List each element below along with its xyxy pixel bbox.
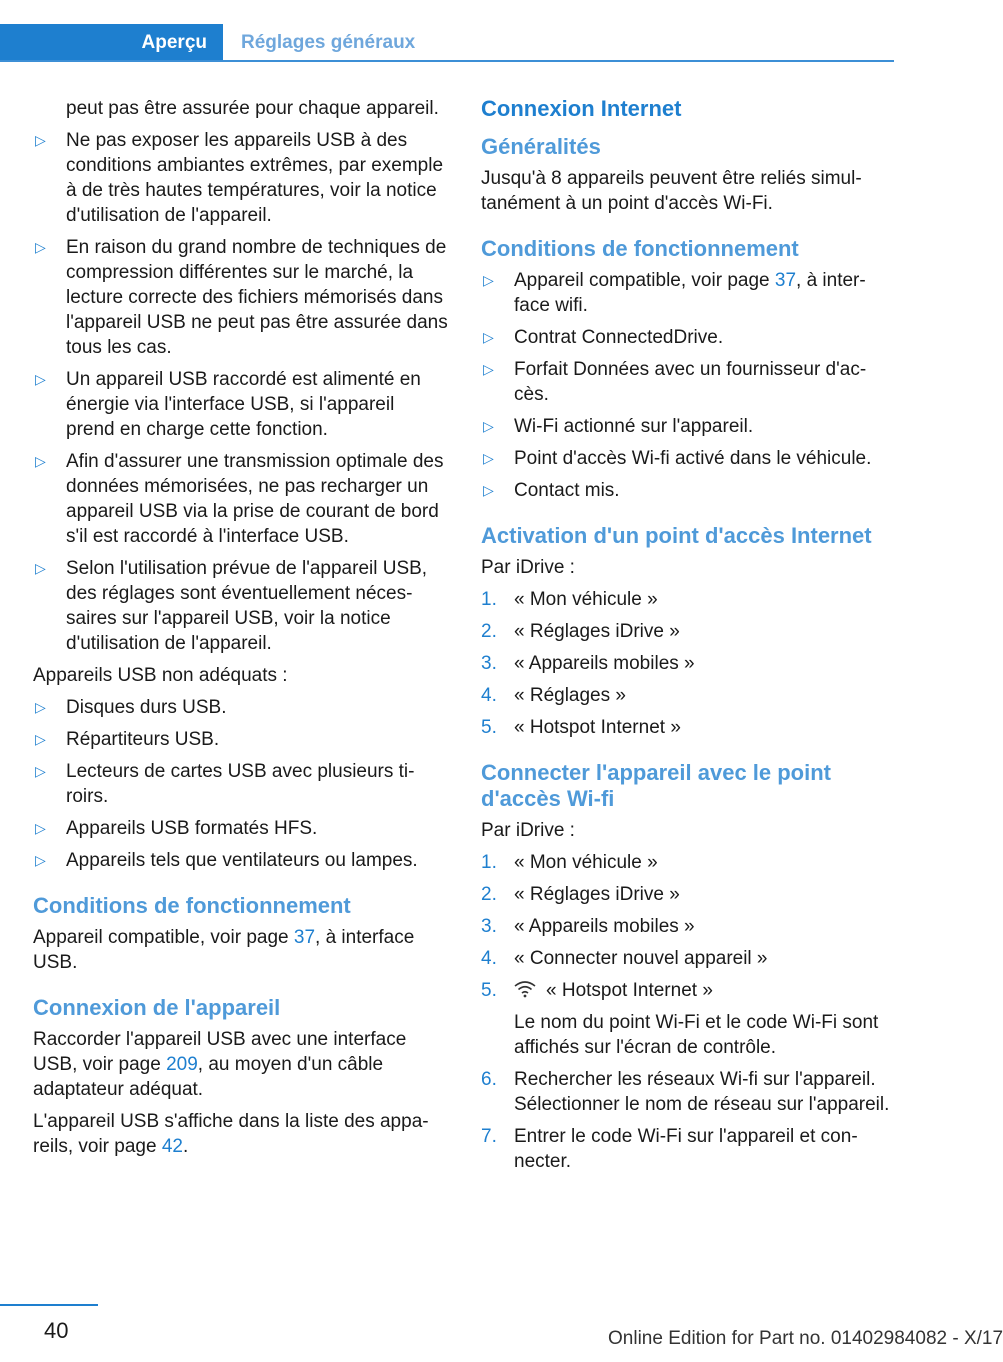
step-number: 3. <box>481 916 497 937</box>
section-heading-connect: Connecter l'appareil avec le point d'accès Wi-fi <box>481 760 832 811</box>
list-item <box>481 978 891 1060</box>
right-column <box>481 96 891 1181</box>
general-text: Jusqu'à 8 appareils peuvent être reliés simultanément à un point d'accès Wi-Fi. <box>481 168 862 214</box>
later-steps <box>481 1067 891 1174</box>
step-text: « Appareils mobiles » <box>514 653 695 674</box>
connect-intro: Par iDrive : <box>481 820 575 841</box>
list-item <box>33 449 448 549</box>
step-text: Rechercher les réseaux Wi-fi sur l'appareil. Sélectionner le nom de réseau sur l'appareil. <box>514 1069 890 1115</box>
activation-intro: Par iDrive : <box>481 557 575 578</box>
list-item-text: Lecteurs de cartes USB avec plusieurs tiroirs. <box>66 761 415 807</box>
step-number: 7. <box>481 1126 497 1147</box>
tab-reglages-label: Réglages généraux <box>241 32 416 53</box>
step-text: « Mon véhicule » <box>514 589 658 610</box>
main-heading: Connexion Internet <box>481 96 682 121</box>
list-item-text: Appareils tels que ventilateurs ou lampes. <box>66 850 418 871</box>
triangle-right-icon: ▷ <box>35 239 46 255</box>
wifi-icon <box>514 980 536 998</box>
triangle-right-icon: ▷ <box>35 820 46 836</box>
connect-step-5-list <box>481 978 891 1060</box>
list-item <box>481 914 891 939</box>
list-item <box>33 759 448 809</box>
list-item <box>33 848 448 873</box>
section-heading-conditions: Conditions de fonctionnement <box>33 893 351 918</box>
list-item <box>481 414 891 439</box>
step-text: « Appareils mobiles » <box>514 916 695 937</box>
list-item <box>33 235 448 360</box>
list-item <box>481 357 891 407</box>
continued-text: peut pas être assurée pour chaque appareil. <box>66 98 439 119</box>
conditions-text: Appareil compatible, voir page 37, à interface USB. <box>33 927 415 973</box>
step-text: « Mon véhicule » <box>514 852 658 873</box>
step-number: 5. <box>481 717 497 738</box>
header-divider <box>0 60 894 62</box>
list-item-text: En raison du grand nombre de techniques de compression différentes sur le marché, la lecture correcte des fichiers mémorisés dans l'appareil USB ne peut pas être assurée dans tous les cas. <box>66 237 448 358</box>
list-item <box>33 695 448 720</box>
list-item <box>481 882 891 907</box>
step-text: « Réglages » <box>514 685 626 706</box>
list-item <box>33 816 448 841</box>
triangle-right-icon: ▷ <box>483 450 494 466</box>
list-item-text: Selon l'utilisation prévue de l'appareil USB, des réglages sont éventuellement nécessaires sur l'appareil USB, voir la notice d'utilisation de l'appareil. <box>66 558 428 654</box>
list-item <box>481 446 891 471</box>
list-item <box>33 727 448 752</box>
triangle-right-icon: ▷ <box>483 361 494 377</box>
page-number: 40 <box>44 1318 69 1343</box>
step-text: « Connecter nouvel appareil » <box>514 948 768 969</box>
step-number: 3. <box>481 653 497 674</box>
connect-steps <box>481 850 891 971</box>
edition-note: Online Edition for Part no. 01402984082 - X/17 <box>608 1328 1003 1349</box>
list-item <box>481 651 891 676</box>
list-item-text: Point d'accès Wi-fi activé dans le véhicule. <box>514 448 872 469</box>
activation-steps <box>481 587 891 740</box>
step-number: 2. <box>481 621 497 642</box>
page-link-37[interactable]: 37 <box>293 927 316 948</box>
step-text: « Hotspot Internet » <box>514 717 681 738</box>
unsuitable-list <box>33 695 448 873</box>
list-item: ▷ Appareil compatible, voir page 37, à interface wifi. <box>483 270 866 316</box>
page-link-37[interactable]: 37 <box>774 270 797 291</box>
list-item-text: Répartiteurs USB. <box>66 729 220 750</box>
section-heading-conditions-right: Conditions de fonctionnement <box>481 236 799 261</box>
triangle-right-icon: ▷ <box>35 132 46 148</box>
tab-apercu[interactable] <box>0 24 223 62</box>
page-link-209[interactable]: 209 <box>166 1054 198 1075</box>
list-item <box>33 128 448 228</box>
list-item-text: Ne pas exposer les appareils USB à des conditions ambiantes extrêmes, par exemple à de très hautes températures, voir la notice d'utilisation de l'appareil. <box>66 130 444 226</box>
list-item-text: Contact mis. <box>514 480 620 501</box>
list-item-text: Contrat ConnectedDrive. <box>514 327 724 348</box>
list-item <box>481 946 891 971</box>
list-item-text: Afin d'assurer une transmission optimale des données mémorisées, ne pas recharger un appareil USB via la prise de courant de bord s'il est raccordé à l'interface USB. <box>66 451 444 547</box>
step-number: 4. <box>481 948 497 969</box>
list-item <box>481 619 891 644</box>
list-item-text: Wi-Fi actionné sur l'appareil. <box>514 416 754 437</box>
list-item <box>481 1124 891 1174</box>
page-link-42[interactable]: 42 <box>161 1136 183 1157</box>
list-item <box>481 850 891 875</box>
section-heading-general: Généralités <box>481 134 601 159</box>
step-text: « Réglages iDrive » <box>514 884 680 905</box>
unsuitable-intro: Appareils USB non adéquats : <box>33 665 288 686</box>
step-text: Entrer le code Wi-Fi sur l'appareil et connecter. <box>514 1126 858 1172</box>
step-number: 1. <box>481 589 497 610</box>
triangle-right-icon: ▷ <box>483 329 494 345</box>
section-heading-connection: Connexion de l'appareil <box>33 995 281 1020</box>
usb-notes-list <box>33 128 448 656</box>
triangle-right-icon: ▷ <box>483 482 494 498</box>
connection-text: Raccorder l'appareil USB avec une interface USB, voir page 209, au moyen d'un câble adaptateur adéquat. <box>33 1029 407 1100</box>
triangle-right-icon: ▷ <box>35 763 46 779</box>
triangle-right-icon: ▷ <box>35 560 46 576</box>
list-item-text: Un appareil USB raccordé est alimenté en énergie via l'interface USB, si l'appareil prend en charge cette fonction. <box>66 369 421 440</box>
triangle-right-icon: ▷ <box>483 418 494 434</box>
step-number: 6. <box>481 1069 497 1090</box>
list-item <box>481 715 891 740</box>
tab-reglages-generaux[interactable] <box>241 24 415 62</box>
triangle-right-icon: ▷ <box>35 371 46 387</box>
step-number: 4. <box>481 685 497 706</box>
list-item-text: Appareils USB formatés HFS. <box>66 818 318 839</box>
conditions-list <box>481 268 891 503</box>
list-item <box>481 325 891 350</box>
list-item-text: Forfait Données avec un fournisseur d'accès. <box>514 359 867 405</box>
list-item <box>33 367 448 442</box>
list-item <box>481 478 891 503</box>
triangle-right-icon: ▷ <box>483 272 494 288</box>
step-number: 2. <box>481 884 497 905</box>
step-text: « Hotspot Internet » <box>546 980 713 1001</box>
device-list-text: L'appareil USB s'affiche dans la liste des appareils, voir page 42. <box>33 1111 429 1157</box>
list-item <box>481 683 891 708</box>
triangle-right-icon: ▷ <box>35 453 46 469</box>
header-tabs <box>0 24 894 62</box>
step-number: 5. <box>481 980 497 1001</box>
section-heading-activation: Activation d'un point d'accès Internet <box>481 523 872 548</box>
triangle-right-icon: ▷ <box>35 852 46 868</box>
list-item <box>481 587 891 612</box>
left-column <box>33 96 448 1166</box>
step-text: « Réglages iDrive » <box>514 621 680 642</box>
triangle-right-icon: ▷ <box>35 731 46 747</box>
footer-rule <box>0 1304 98 1306</box>
step-note: Le nom du point Wi-Fi et le code Wi-Fi sont affichés sur l'écran de contrôle. <box>514 1012 879 1058</box>
list-item <box>33 556 448 656</box>
list-item <box>481 1067 891 1117</box>
triangle-right-icon: ▷ <box>35 699 46 715</box>
tab-apercu-label: Aperçu <box>141 32 207 53</box>
list-item-text: Disques durs USB. <box>66 697 227 718</box>
step-number: 1. <box>481 852 497 873</box>
